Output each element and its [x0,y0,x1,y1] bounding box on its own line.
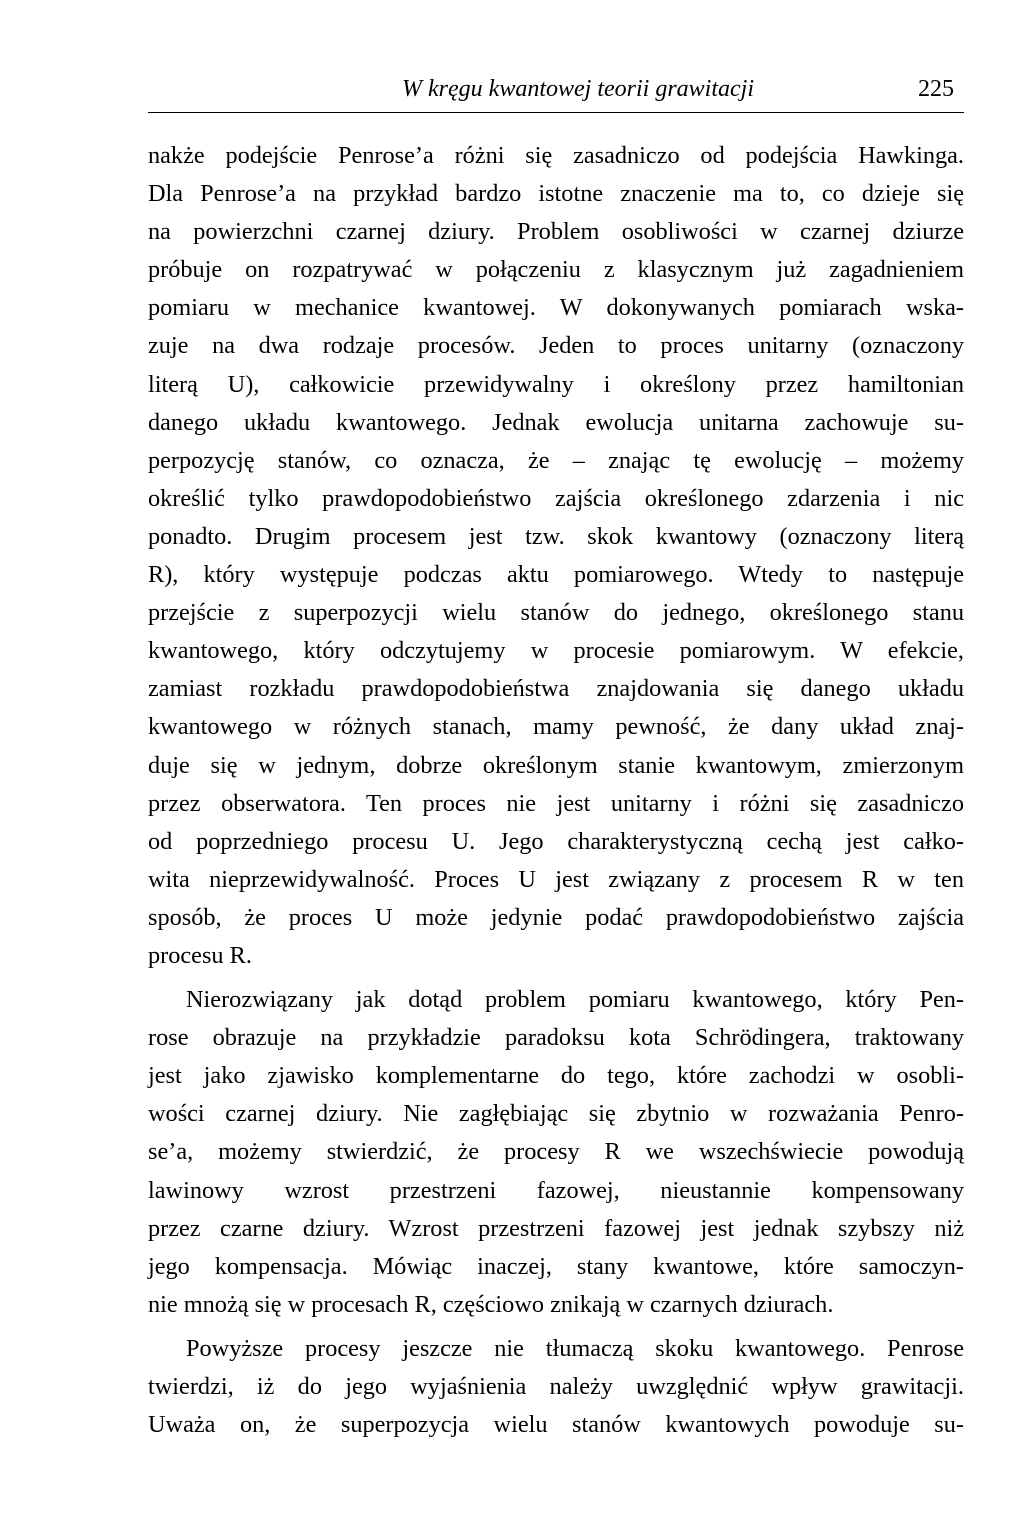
text-line: przez obserwatora. Ten proces nie jest unitarny i różni się zasadniczo [148,789,964,817]
text-line: Dla Penrose’a na przykład bardzo istotne znaczenie ma to, co dzieje się [148,180,964,208]
text-line: Nierozwiązany jak dotąd problem pomiaru kwantowego, który Pen- [186,986,964,1014]
text-line: zamiast rozkładu prawdopodobieństwa znajdowania się danego układu [148,675,964,703]
text-line: zuje na dwa rodzaje procesów. Jeden to proces unitarny (oznaczony [148,332,964,360]
body-text [148,137,964,1444]
text-line: na powierzchni czarnej dziury. Problem osobliwości w czarnej dziurze [148,218,964,246]
text-line: próbuje on rozpatrywać w połączeniu z klasycznym już zagadnieniem [148,256,964,284]
text-line: kwantowego w różnych stanach, mamy pewność, że dany układ znaj- [148,713,964,741]
text-line: twierdzi, iż do jego wyjaśnienia należy uwzględnić wpływ grawitacji. [148,1373,964,1400]
text-line: nie mnożą się w procesach R, częściowo znikają w czarnych dziurach. [148,1290,834,1318]
page-number: 225 [918,76,954,102]
text-line: se’a, możemy stwierdzić, że procesy R we wszechświecie powodują [148,1138,964,1166]
text-line: przez czarne dziury. Wzrost przestrzeni fazowej jest jednak szybszy niż [148,1214,964,1242]
text-line: literą U), całkowicie przewidywalny i określony przez hamiltonian [148,370,964,398]
text-line: rose obrazuje na przykładzie paradoksu kota Schrödingera, traktowany [148,1024,964,1052]
text-line: pomiaru w mechanice kwantowej. W dokonywanych pomiarach wska- [148,294,964,322]
text-line: jego kompensacja. Mówiąc inaczej, stany kwantowe, które samoczyn- [148,1252,964,1280]
text-line: nakże podejście Penrose’a różni się zasadniczo od podejścia Hawkinga. [148,142,964,169]
text-line: Uważa on, że superpozycja wielu stanów kwantowych powoduje su- [148,1411,964,1439]
text-line: ponadto. Drugim procesem jest tzw. skok kwantowy (oznaczony literą [148,522,964,550]
running-title: W kręgu kwantowej teorii grawitacji [402,76,754,102]
text-line: sposób, że proces U może jedynie podać prawdopodobieństwo zajścia [148,903,964,931]
text-line: jest jako zjawisko komplementarne do tego, które zachodzi w osobli- [148,1062,964,1090]
text-line: kwantowego, który odczytujemy w procesie pomiarowym. W efekcie, [148,637,964,665]
text-line: od poprzedniego procesu U. Jego charakterystyczną cechą jest całko- [148,827,964,855]
running-header [148,72,964,106]
text-line: perpozycję stanów, co oznacza, że – znając tę ewolucję – możemy [148,446,964,474]
text-line: procesu R. [148,941,252,969]
paragraph-2 [148,981,964,1324]
text-line: Powyższe procesy jeszcze nie tłumaczą skoku kwantowego. Penrose [186,1334,964,1362]
text-line: przejście z superpozycji wielu stanów do jednego, określonego stanu [148,599,964,627]
text-line: danego układu kwantowego. Jednak ewolucja unitarna zachowuje su- [148,408,964,436]
text-line: wości czarnej dziury. Nie zagłębiając się zbytnio w rozważania Penro- [148,1100,964,1128]
text-line: lawinowy wzrost przestrzeni fazowej, nieustannie kompensowany [148,1176,964,1204]
text-line: R), który występuje podczas aktu pomiarowego. Wtedy to następuje [148,561,964,589]
text-line: określić tylko prawdopodobieństwo zajścia określonego zdarzenia i nic [148,484,964,512]
text-line: duje się w jednym, dobrze określonym stanie kwantowym, zmierzonym [148,751,964,779]
header-rule [148,112,964,113]
text-line: wita nieprzewidywalność. Proces U jest związany z procesem R w ten [148,865,964,893]
paragraph-3 [148,1330,964,1444]
paragraph-1 [148,137,964,975]
